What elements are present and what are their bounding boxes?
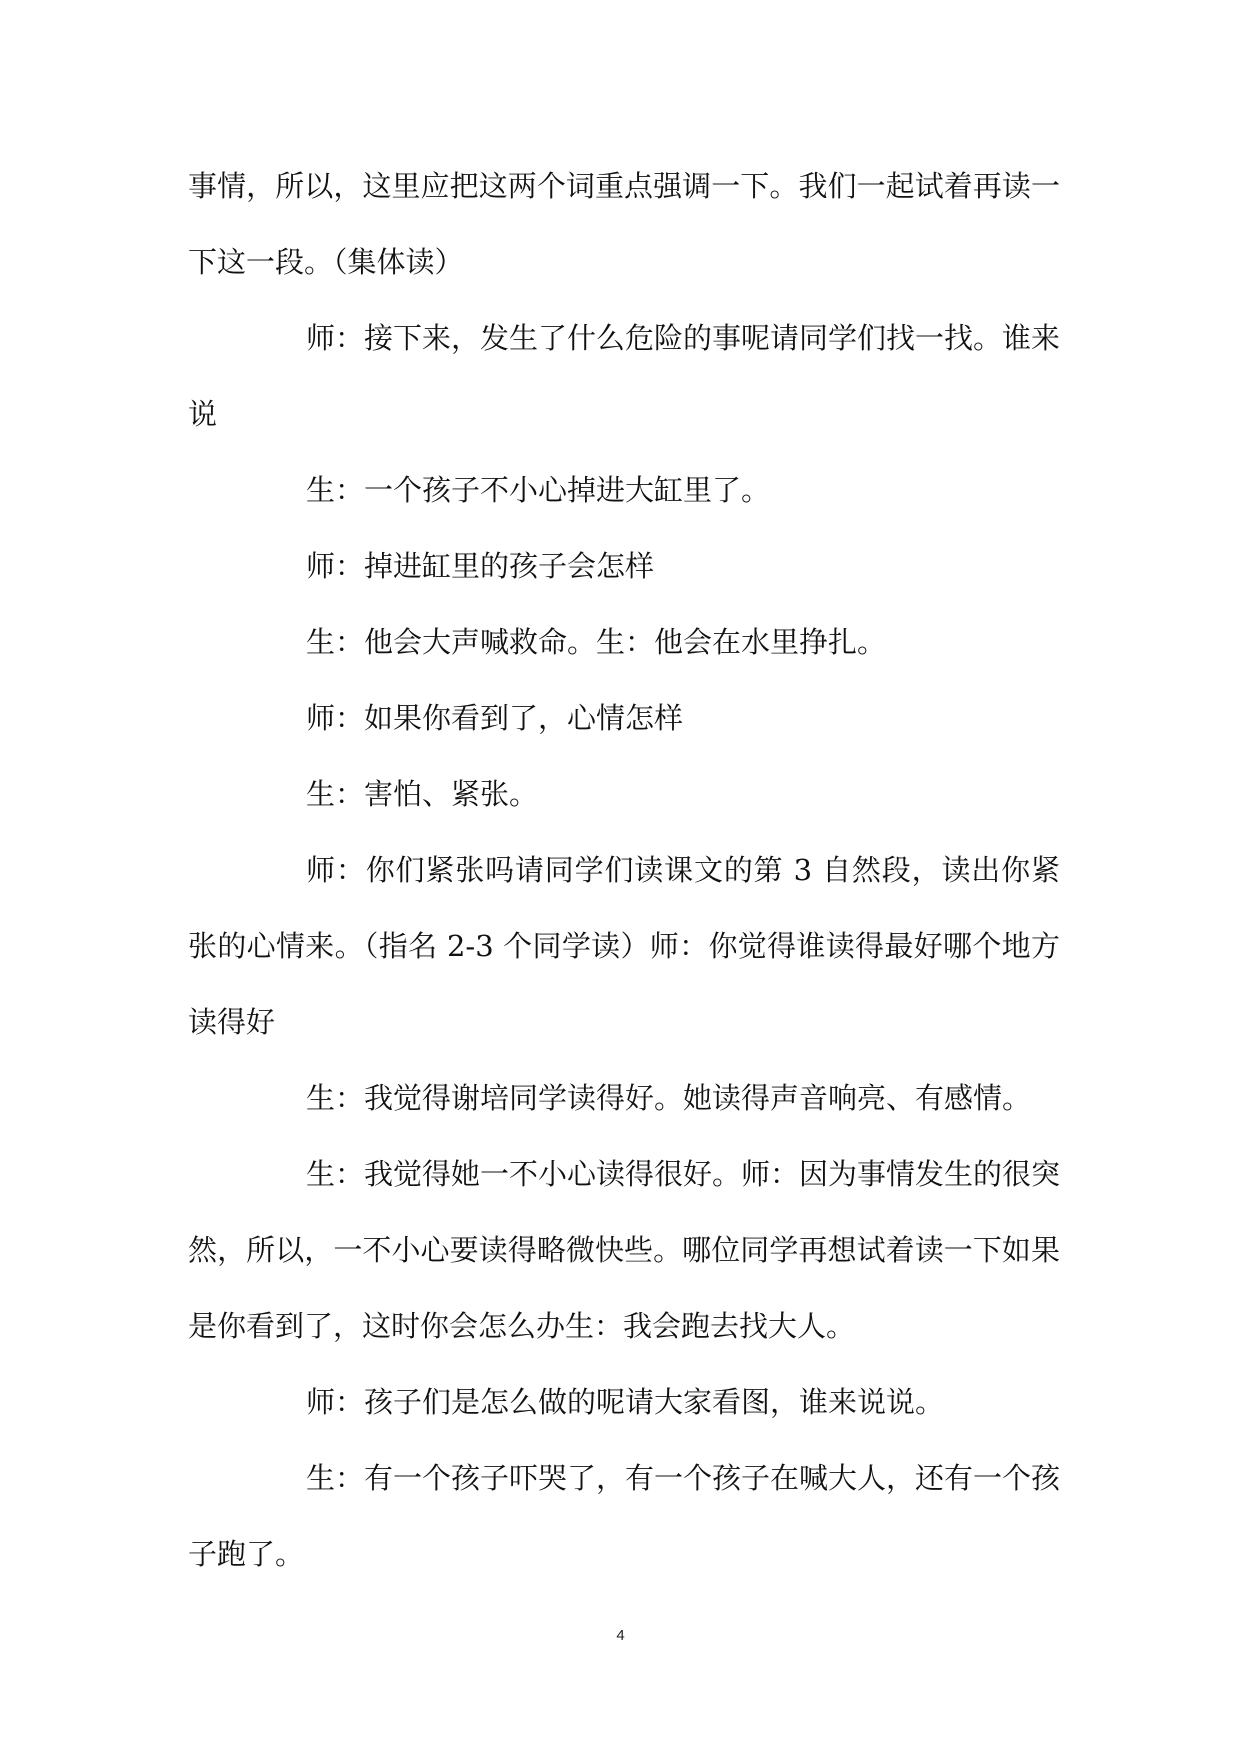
body-text [188, 148, 1060, 1592]
page-number: 4 [616, 1627, 625, 1644]
paragraph: 生：他会大声喊救命。生：他会在水里挣扎。 [306, 625, 887, 659]
paragraph: 师：如果你看到了，心情怎样 [306, 701, 684, 735]
paragraph: 师：孩子们是怎么做的呢请大家看图，谁来说说。 [306, 1385, 945, 1419]
paragraph: 生：一个孩子不小心掉进大缸里了。 [306, 473, 771, 507]
paragraph: 生：我觉得她一不小心读得很好。师：因为事情发生的很突然，所以，一不小心要读得略微快些。哪位同学再想试着读一下如果是你看到了，这时你会怎么办生：我会跑去找大人。 [188, 1157, 1061, 1343]
paragraph: 生：害怕、紧张。 [306, 777, 539, 811]
paragraph: 生：我觉得谢培同学读得好。她读得声音响亮、有感情。 [306, 1081, 1032, 1115]
paragraph: 事情，所以，这里应把这两个词重点强调一下。我们一起试着再读一下这一段。（集体读） [188, 169, 1060, 279]
paragraph: 师：你们紧张吗请同学们读课文的第 3 自然段，读出你紧张的心情来。（指名 2-3 个同学读）师：你觉得谁读得最好哪个地方读得好 [188, 853, 1060, 1039]
paragraph: 生：有一个孩子吓哭了，有一个孩子在喊大人，还有一个孩子跑了。 [188, 1461, 1061, 1571]
paragraph: 师：接下来，发生了什么危险的事呢请同学们找一找。谁来说 [188, 321, 1061, 431]
paragraph: 师：掉进缸里的孩子会怎样 [306, 549, 655, 583]
